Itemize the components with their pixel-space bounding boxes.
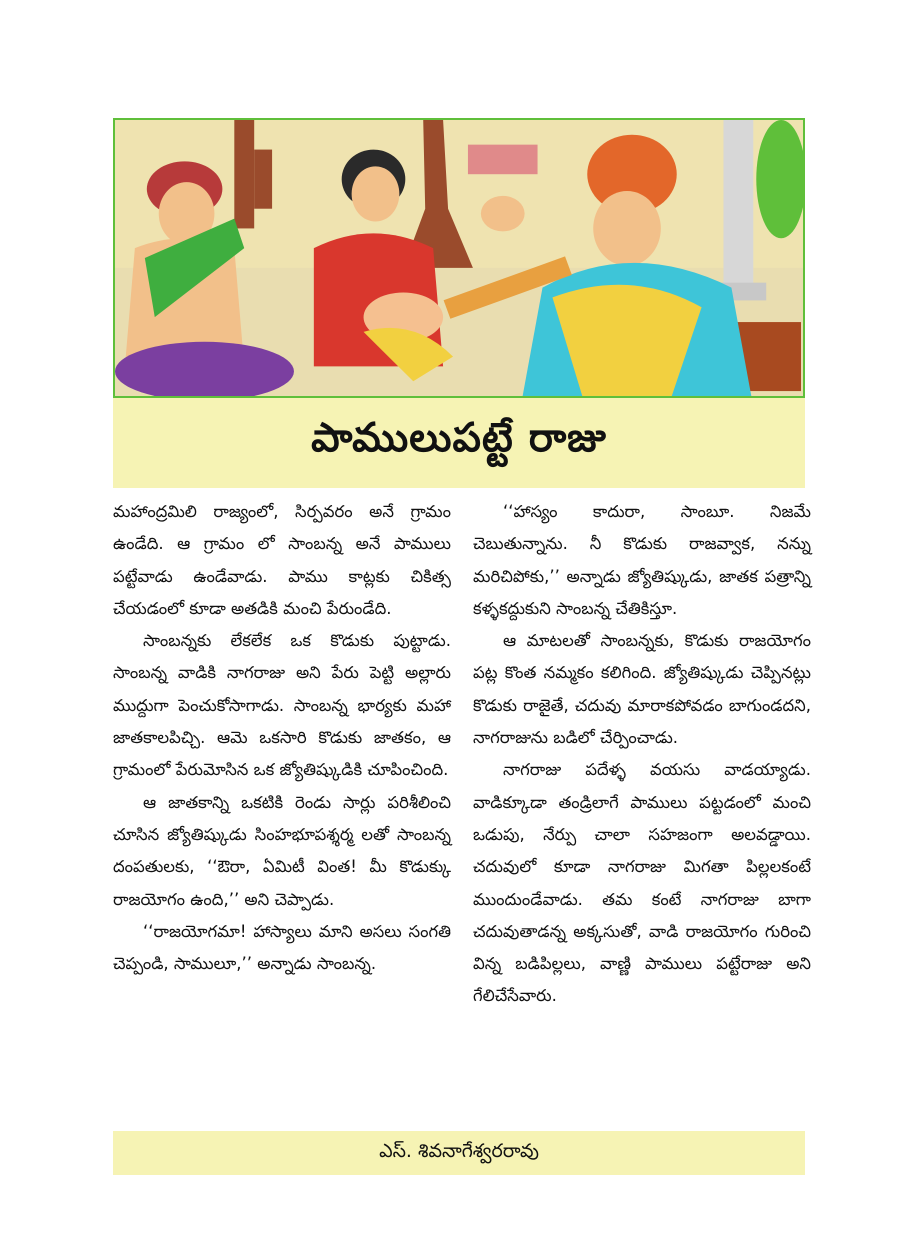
story-illustration	[113, 118, 805, 398]
paragraph: సాంబన్నకు లేకలేక ఒక కొడుకు పుట్టాడు. సాంబన్న వాడికి నాగరాజు అని పేరు పెట్టి అల్లారు ముద్దుగా పెంచుకోసాగాడు. సాంబన్న భార్యకు మహా జాతకాలపిచ్చి. ఆమె ఒకసారి కొడుకు జాతకం, ఆ గ్రామంలో పేరుమోసిన ఒక జ్యోతిష్కుడికి చూపించింది.	[113, 631, 451, 780]
byline-band	[113, 1131, 805, 1175]
paragraph: మహాంద్రమిలి రాజ్యంలో, సిర్పవరం అనే గ్రామం ఉండేది. ఆ గ్రామం లో సాంబన్న అనే పాములు పట్టేవాడు ఉండేవాడు. పాము కాట్లకు చికిత్స చేయడంలో కూడా అతడికి మంచి పేరుండేది.	[113, 502, 451, 618]
paragraph: నాగరాజు పదేళ్ళ వయసు వాడయ్యాడు. వాడిక్కూడా తండ్రిలాగే పాములు పట్టడంలో మంచి ఒడుపు, నేర్పు చాలా సహజంగా అలవడ్డాయి. చదువులో కూడా నాగరాజు మిగతా పిల్లలకంటే ముందుండేవాడు. తమ కంటే నాగరాజు బాగా చదువుతాడన్న అక్కసుతో, వాడి రాజయోగం గురించి విన్న బడిపిల్లలు, వాణ్ణి పాములు పట్టేరాజు అని గేలిచేసేవారు.	[473, 760, 811, 1006]
illustration-art	[115, 120, 803, 396]
paragraph: ‘‘రాజయోగమా! హాస్యాలు మాని అసలు సంగతి చెప్పండి, సాములూ,’’ అన్నాడు సాంబన్న.	[113, 921, 451, 974]
title-band	[113, 398, 805, 488]
story-body	[113, 496, 811, 1121]
paragraph: ఆ జాతకాన్ని ఒకటికి రెండు సార్లు పరిశీలించి చూసిన జ్యోతిష్కుడు సింహభూపశ్శర్మ లతో సాంబన్న దంపతులకు, ‘‘ఔరా, ఏమిటీ వింత! మీ కొడుక్కు రాజయోగం ఉంది,’’ అని చెప్పాడు.	[113, 792, 451, 909]
left-column	[113, 496, 451, 980]
paragraph: ఆ మాటలతో సాంబన్నకు, కొడుకు రాజయోగం పట్ల కొంత నమ్మకం కలిగింది. జ్యోతిష్కుడు చెప్పినట్లు కొడుకు రాజైతే, చదువు మారాకపోవడం బాగుండదని, నాగరాజును బడిలో చేర్పించాడు.	[473, 631, 811, 748]
author-byline: ఎస్. శివనాగేశ్వరరావు	[379, 1139, 539, 1162]
paragraph: ‘‘హాస్యం కాదురా, సాంబూ. నిజమే చెబుతున్నాను. నీ కొడుకు రాజవ్వాక, నన్ను మరిచిపోకు,’’ అన్నాడు జ్యోతిష్కుడు, జాతక పత్రాన్ని కళ్ళకద్దుకుని సాంబన్న చేతికిస్తూ.	[473, 502, 811, 618]
story-title: పాములుపట్టే రాజు	[311, 415, 607, 461]
right-column	[473, 496, 811, 1013]
